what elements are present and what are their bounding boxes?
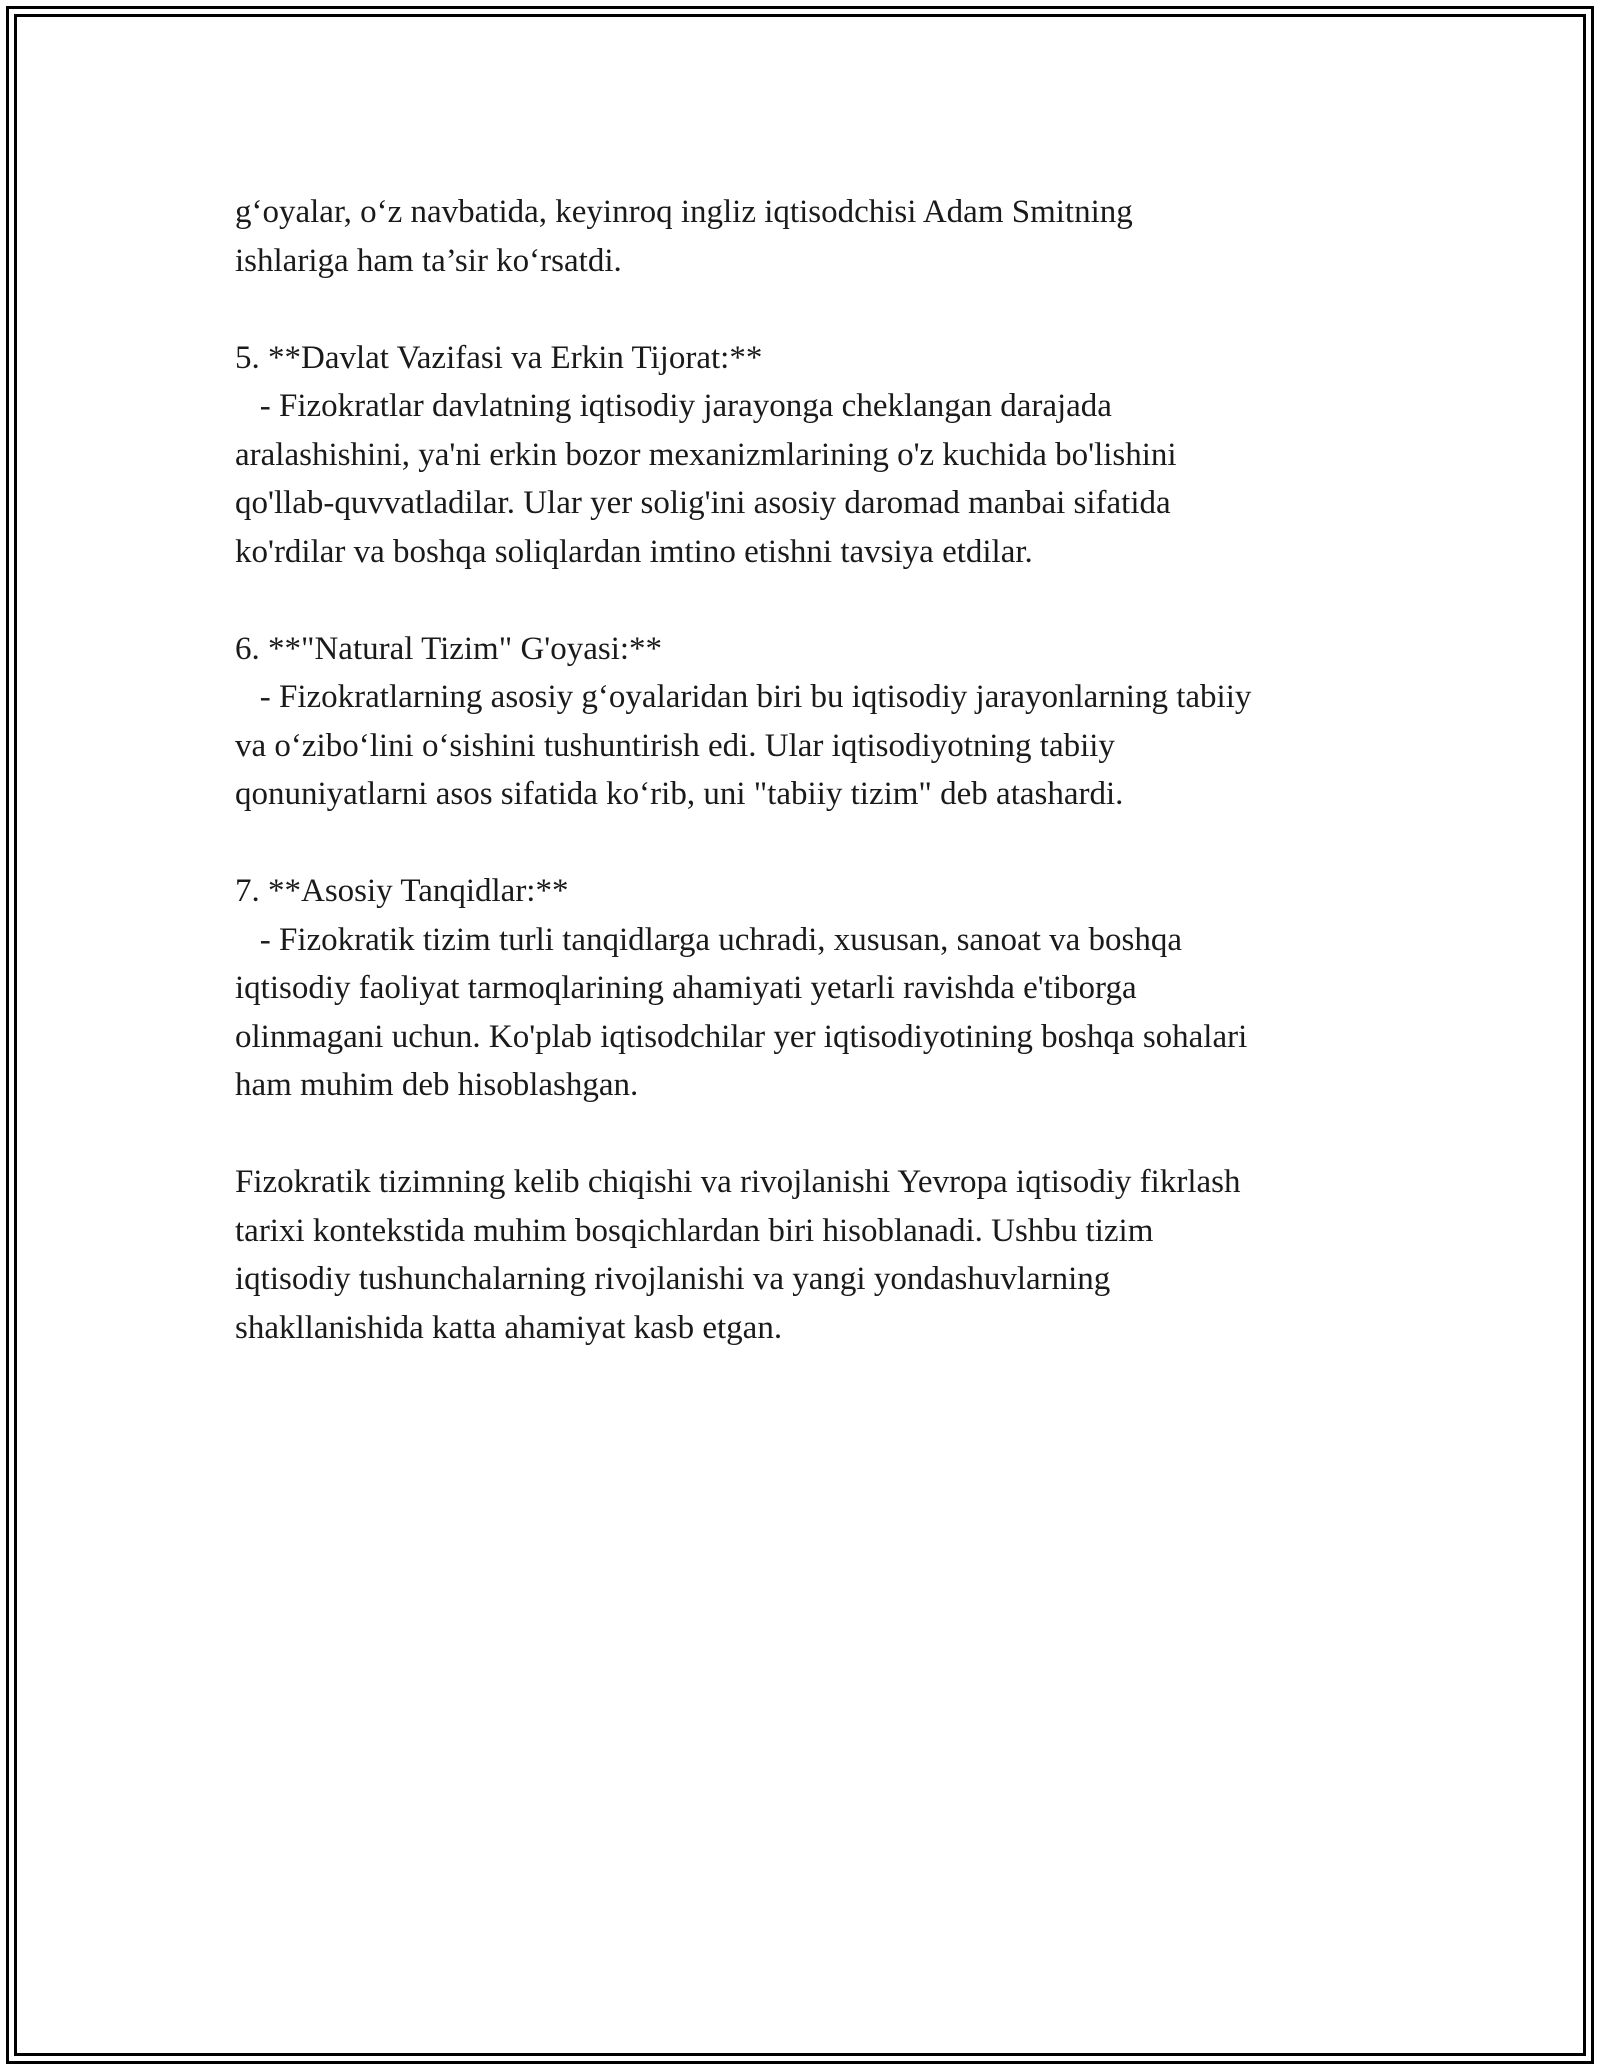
section-6 — [235, 625, 1405, 819]
text-line: ko'rdilar va boshqa soliqlardan imtino etishni tavsiya etdilar. — [235, 533, 1033, 570]
text-line: iqtisodiy faoliyat tarmoqlarining ahamiyati yetarli ravishda e'tiborga — [235, 970, 1137, 1006]
blank-line — [235, 1110, 1405, 1159]
text-line: ham muhim deb hisoblashgan. — [235, 1067, 639, 1103]
text-line: olinmagani uchun. Ko'plab iqtisodchilar yer iqtisodiyotining boshqa sohalari — [235, 1018, 1248, 1055]
blank-line — [235, 285, 1405, 334]
paragraph-intro-continuation — [235, 188, 1405, 285]
blank-line — [235, 819, 1405, 868]
text-line: shakllanishida katta ahamiyat kasb etgan. — [235, 1309, 783, 1346]
text-line: - Fizokratlar davlatning iqtisodiy jarayonga cheklangan darajada — [235, 388, 1112, 424]
text-line: qonuniyatlarni asos sifatida ko‘rib, uni "tabiiy tizim" deb atashardi. — [235, 776, 1124, 812]
text-line: iqtisodiy tushunchalarning rivojlanishi va yangi yondashuvlarning — [235, 1261, 1111, 1297]
document-body — [235, 188, 1405, 1352]
paragraph-conclusion — [235, 1158, 1405, 1352]
text-line: g‘oyalar, o‘z navbatida, keyinroq ingliz iqtisodchisi Adam Smitning — [235, 194, 1133, 230]
section-heading: 5. **Davlat Vazifasi va Erkin Tijorat:** — [235, 339, 763, 376]
section-heading: 7. **Asosiy Tanqidlar:** — [235, 873, 569, 909]
text-line: - Fizokratik tizim turli tanqidlarga uchradi, xususan, sanoat va boshqa — [235, 921, 1183, 958]
text-line: aralashishini, ya'ni erkin bozor mexanizmlarining o'z kuchida bo'lishini — [235, 436, 1177, 473]
section-5 — [235, 334, 1405, 577]
section-7 — [235, 867, 1405, 1110]
text-line: tarixi kontekstida muhim bosqichlardan biri hisoblanadi. Ushbu tizim — [235, 1212, 1154, 1249]
text-line: ishlariga ham ta’sir ko‘rsatdi. — [235, 242, 622, 279]
text-line: qo'llab-quvvatladilar. Ular yer solig'ini asosiy daromad manbai sifatida — [235, 485, 1171, 521]
blank-line — [235, 576, 1405, 625]
text-line: va o‘zibo‘lini o‘sishini tushuntirish edi. Ular iqtisodiyotning tabiiy — [235, 727, 1115, 764]
text-line: - Fizokratlarning asosiy g‘oyalaridan biri bu iqtisodiy jarayonlarning tabiiy — [235, 679, 1252, 715]
section-heading: 6. **"Natural Tizim" G'oyasi:** — [235, 630, 663, 667]
text-line: Fizokratik tizimning kelib chiqishi va rivojlanishi Yevropa iqtisodiy fikrlash — [235, 1164, 1241, 1200]
